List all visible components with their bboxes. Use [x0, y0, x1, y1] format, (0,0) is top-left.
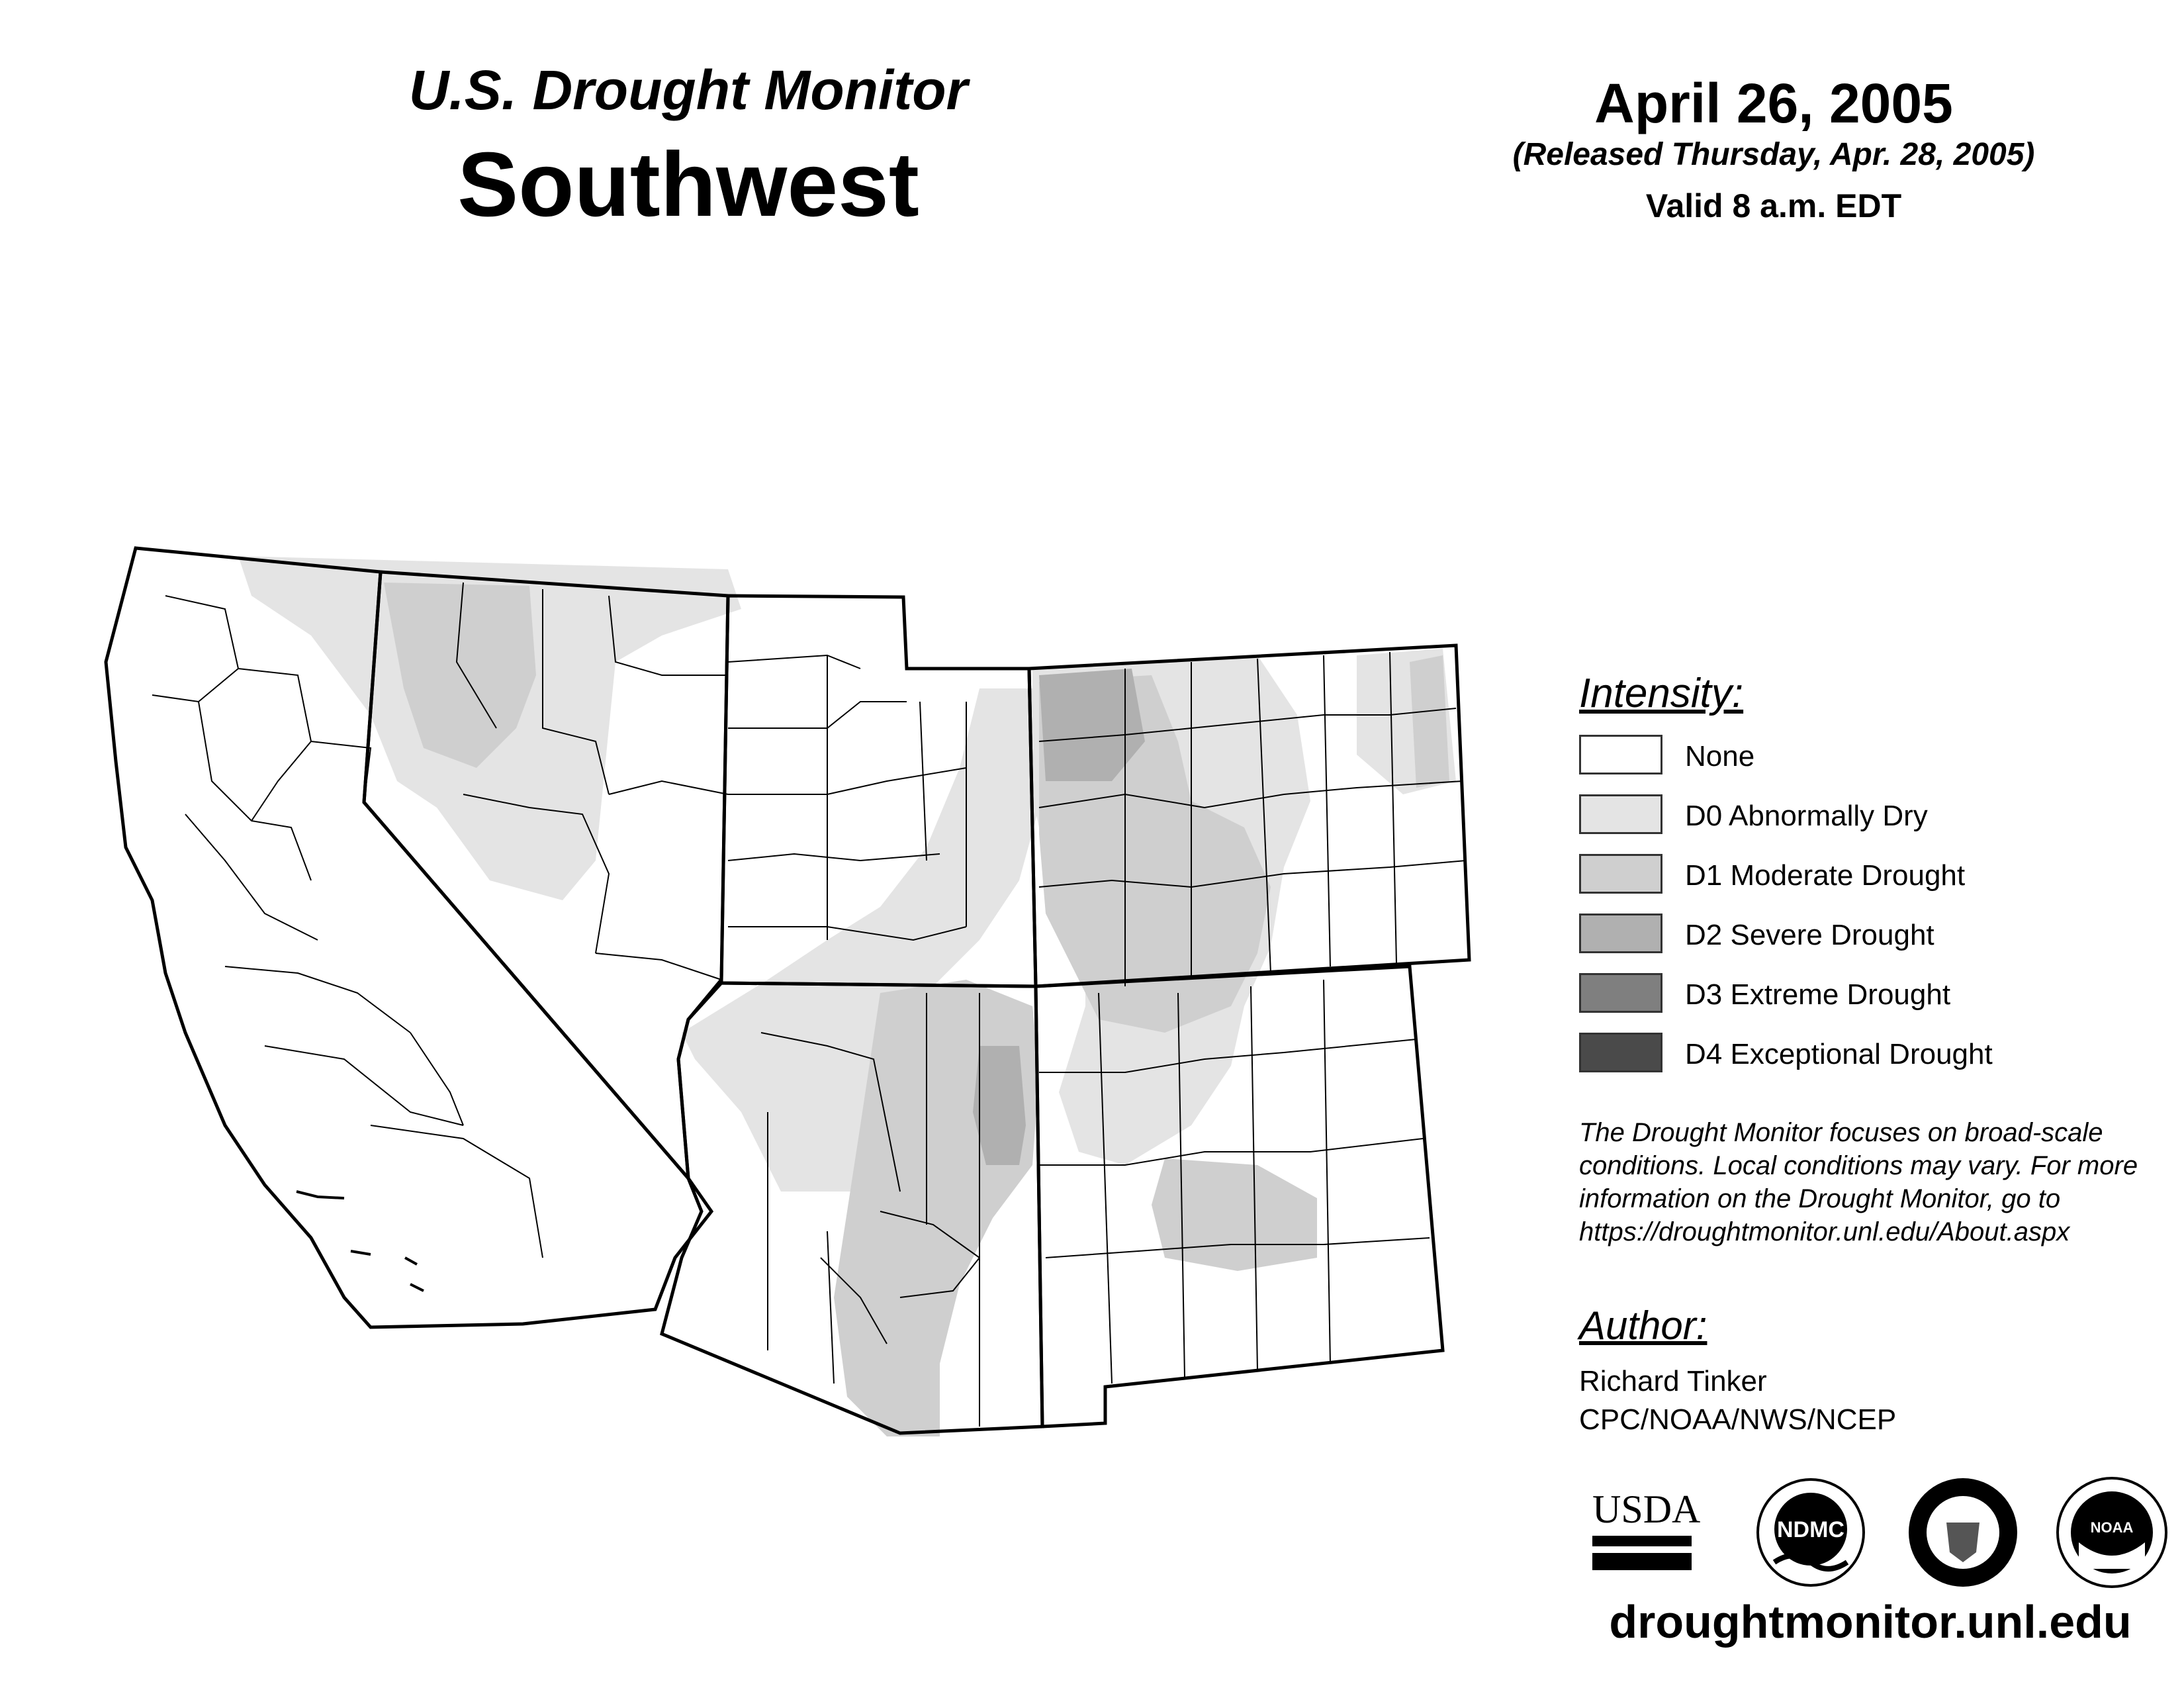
legend-swatch: [1579, 794, 1662, 834]
legend-label: D2 Severe Drought: [1685, 919, 1934, 951]
legend-label: D1 Moderate Drought: [1685, 859, 1966, 892]
legend-label: D0 Abnormally Dry: [1685, 800, 1928, 832]
legend-label: None: [1685, 740, 1755, 773]
valid-time: Valid 8 a.m. EDT: [1645, 187, 1902, 224]
legend-title: Intensity:: [1579, 671, 1744, 716]
partner-logos: [1579, 1470, 2175, 1589]
author-org: CPC/NOAA/NWS/NCEP: [1579, 1403, 1897, 1436]
map-subtitle: U.S. Drought Monitor: [408, 59, 968, 121]
legend-swatch: [1579, 854, 1662, 894]
southwest-drought-map: [86, 530, 1496, 1456]
legend-swatch: [1579, 735, 1662, 774]
map-date: April 26, 2005: [1594, 72, 1953, 134]
drought-area-d1-new-mexico: [1152, 1158, 1317, 1271]
author-name: Richard Tinker: [1579, 1365, 1767, 1397]
channel-islands: [296, 1192, 424, 1291]
svg-text:USDA: USDA: [1592, 1487, 1701, 1531]
ndmc-logo-icon: [1758, 1479, 1864, 1585]
legend-label: D4 Exceptional Drought: [1685, 1038, 1993, 1070]
legend-swatch: [1579, 973, 1662, 1013]
usda-logo-icon: [1592, 1487, 1700, 1570]
department-of-commerce-seal-icon: [1909, 1478, 2017, 1587]
legend-label: D3 Extreme Drought: [1685, 978, 1951, 1011]
legend-swatch: [1579, 914, 1662, 953]
svg-text:NDMC: NDMC: [1777, 1517, 1844, 1542]
legend-swatch: [1579, 1033, 1662, 1072]
map-title: Southwest: [457, 134, 919, 236]
website-link[interactable]: droughtmonitor.unl.edu: [1609, 1596, 2132, 1648]
release-date: (Released Thursday, Apr. 28, 2005): [1512, 137, 2035, 172]
svg-text:NOAA: NOAA: [2090, 1519, 2134, 1536]
noaa-logo-icon: [2058, 1478, 2166, 1587]
author-heading: Author:: [1579, 1303, 1707, 1348]
disclaimer-note: The Drought Monitor focuses on broad-scale conditions. Local conditions may vary. For more information on the Drought Monitor, go to https://droughtmonitor.unl.edu/About.aspx: [1579, 1118, 2138, 1246]
drought-area-d1-colorado-east: [1410, 655, 1449, 788]
